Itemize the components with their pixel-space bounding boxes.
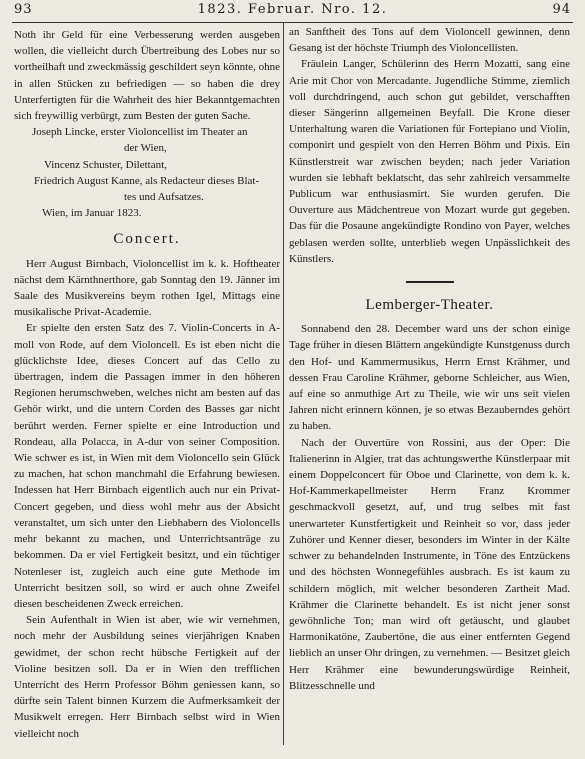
issue-header: 1823. Februar. Nro. 12. xyxy=(197,2,388,17)
section-heading-lemberger-theater: Lemberger-Theater. xyxy=(365,297,494,314)
page-number-right: 94 xyxy=(552,2,571,17)
page-number-left: 93 xyxy=(14,2,33,17)
column-divider xyxy=(283,23,284,745)
section-heading-concert: Concert. xyxy=(113,231,181,248)
signature-line: Joseph Lincke, erster Violoncellist im Theater an xyxy=(32,126,248,139)
paragraph: an Sanftheit des Tons auf dem Violoncell gewinnen, denn Gesang ist der höchste Triumph des Violoncellisten. xyxy=(289,26,570,55)
dateline: Wien, im Januar 1823. xyxy=(42,207,142,220)
signature-line: der Wien, xyxy=(124,142,167,155)
section-separator xyxy=(406,281,454,283)
signature-line: Vincenz Schuster, Dilettant, xyxy=(44,158,167,171)
signature-line: tes und Aufsatzes. xyxy=(124,191,204,204)
signature-line: Friedrich August Kanne, als Redacteur dieses Blat- xyxy=(34,174,260,187)
paragraph: Er spielte den ersten Satz des 7. Violin-Concerts in A-moll von Rode, auf dem Violoncell. Es ist eben nicht die glücklichste Idee, dieses Concert auf das Cello zu übertragen, indem die Passagen immer in den höheren Regionen herumschweben, welches nicht am besten auf das Gehör wirkt, und die untern Corden des Basses gar nicht berührt werden. Ferner spielte er eine Introduction und Rondeau, alla Polacca, in A-dur von seiner Composition. Wie schwer es ist, in Wien mit dem Violoncello sein Glück zu machen, hat schon manchmahl die Erfahrung bewiesen. Indessen hat Herr Birnbach eigentlich auch nur ein Privat-Concert gegeben, und diess wohl mehr aus der Absicht veranstaltet, um sich unter den Liebhabern des Violoncells mehr bekannt zu machen, und Unterrichtsanträge zu bekommen. Da er viel Fertigkeit besitzt, und ein tüchtiger Notenleser ist, zugleich auch eine gute Methode im Unterricht besitzen soll, so wird er auch ohne Zweifel diesen bescheidenen Zweck erreichen. xyxy=(14,322,280,610)
paragraph: Nach der Ouvertüre von Rossini, aus der Oper: Die Italienerinn in Algier, trat das achtungswerthe Künstlerpaar mit einem Doppelconcert für Oboe und Clarinette, von dem k. k. Hof-Kammerkapellmeister Herrn Franz Krommer geschmackvoll gesetzt, auf, und trug selbes mit fast unerwarteter Kunstfertigkeit und Reinheit so vor, dass jeder Zuhörer und Kenner dieser, besonders im Winter in der Kälte schwer zu behandelnden Instrumente, in Töne des Entzückens und des höchsten Wonnegefühles ausbrach. Es ist kaum zu schildern möglich, mit welcher besonderen Zartheit Mad. Krähmer die Clarinette behandelt. Es ist nicht jener sonst gewöhnliche Ton; man wird oft getäuscht, und glaubet Harmonikatöne, Zaubertöne, die aus einer entfernten Gegend lieblich an unser Ohr dringen, zu vernehmen. — Besitzet gleich Herr Krähmer eine bewunderungswürdige Reinheit, Blitzesschnelle und xyxy=(289,436,570,692)
paragraph: Herr August Birnbach, Violoncellist im k. k. Hoftheater nächst dem Kärnthnerthore, gab Sonntag den 19. Jänner im Saale des Musikvereins beym rothen Igel, Mittags eine musikalische Privat-Academie. xyxy=(14,257,280,319)
paragraph: Noth ihr Geld für eine Verbesserung werden ausgeben wollen, die vielleicht durch Übertreibung des Lobes nur so vortheilhaft und zweckmässig geschildert seyn könnte, ohne in allen Stücken zu befriedigen — so haben die drey Unterfertigten für die Wahrheit des hier Bekanntgemachten sich freywillig verbürgt, zum Besten der guten Sache. xyxy=(14,29,280,123)
paragraph: Fräulein Langer, Schülerinn des Herrn Mozatti, sang eine Arie mit Chor von Mercadante. Jugendliche Stimme, ziemlich voll durchdringend, auch schon gut gebildet, verschafften dieser Sängerinn allgemeinen Beyfall. Die Krone dieser Unterhaltung waren die Variationen für Fortepiano und Violin, componirt und gespielt von den Herren Böhm und Pixis. Ein Künstlerstreit war zwischen beyden; nach jeder Variation wurden sie lebhaft beklatscht, das sehr zahlreich versammelte Publicum war enthusiasmirt. Sie wurden gerufen. Die Ouverture aus Mädchentreue von Mozart wurde gut gegeben. Das für die Posaune angekündigte Rondino von Payer, welches geblasen werden sollte, unterblieb wegen Unpässlichkeit des Künstlers. xyxy=(289,58,570,265)
paragraph: Sonnabend den 28. December ward uns der schon einige Tage früher in diesen Blättern angekündigte Kunstgenuss durch den Hof- und Kammermusikus, Herrn Ernst Krähmer, und dessen Frau Caroline Krähmer, geborne Schleicher, aus Wien, auf eine so anmuthige Art zu Theile, wie wir uns seit vielen Jahren nicht erinnern können, je so etwas Bezauberndes gehört zu haben. xyxy=(289,323,570,433)
right-column xyxy=(289,24,570,694)
header-rule xyxy=(12,22,573,23)
left-column xyxy=(14,27,280,742)
paragraph: Sein Aufenthalt in Wien ist aber, wie wir vernehmen, noch mehr der Ausbildung seines vierjährigen Knaben gewidmet, der schon recht hübsche Fertigkeit auf der Violine besitzen soll. Da er in Wien den trefflichen Unterricht des Herrn Professor Böhm geniessen kann, so dürfte sein Talent binnen Kurzem die Aufmerksamkeit der Musikwelt erregen. Herr Birnbach selbst wird in Wien vielleicht noch xyxy=(14,614,280,740)
